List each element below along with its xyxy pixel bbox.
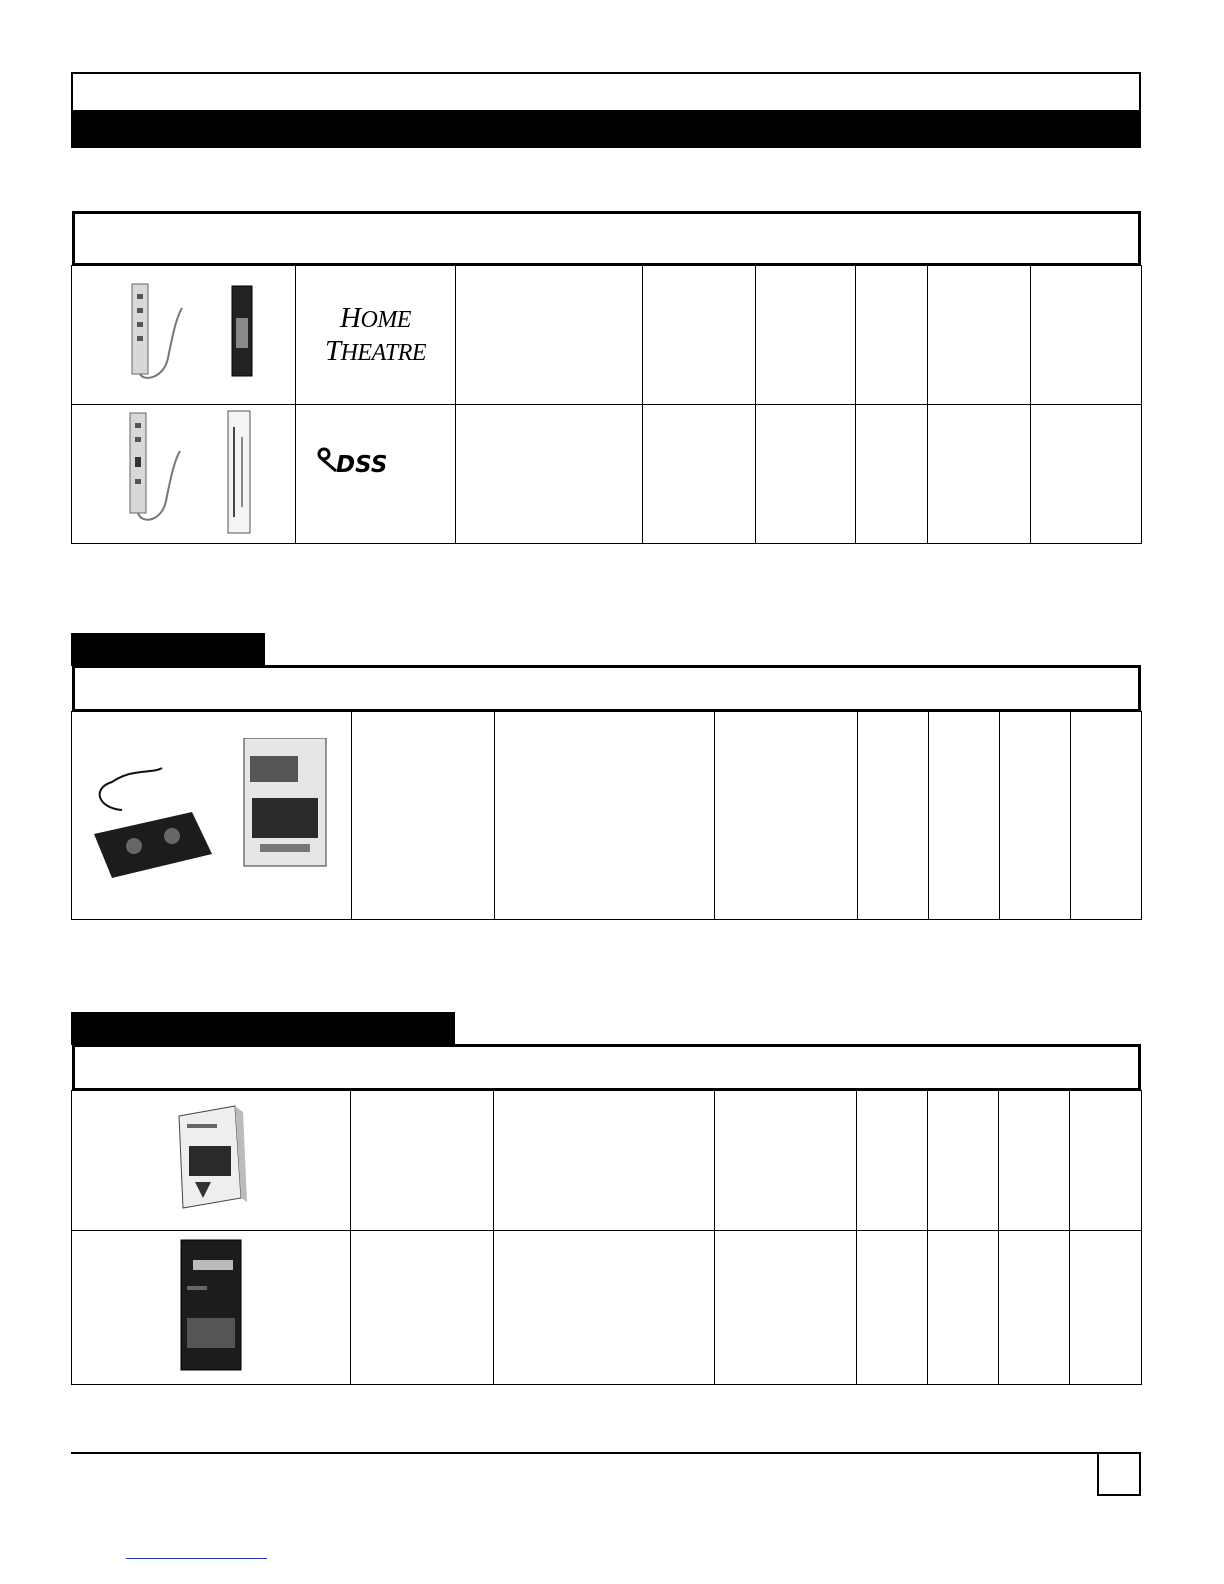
table-cell [756, 266, 856, 405]
table-row [72, 1091, 1142, 1231]
table-cell [494, 1091, 715, 1231]
product-image-cell [72, 1231, 351, 1385]
table-cell [715, 1231, 857, 1385]
table-cell [856, 266, 928, 405]
table-row [72, 405, 1142, 544]
table-cell [928, 266, 1031, 405]
table-cell [643, 266, 756, 405]
table-cell [756, 405, 856, 544]
table-cell [352, 712, 495, 920]
table-cell [351, 1231, 494, 1385]
footer-rule [71, 1452, 1141, 1454]
table-row [72, 266, 1142, 405]
table-row [72, 1231, 1142, 1385]
section-1-title-box [72, 211, 1141, 266]
logo-cell [296, 266, 456, 405]
dss-logo [314, 441, 414, 481]
section-2-table [71, 711, 1142, 920]
table-cell [1000, 712, 1071, 920]
cassette-adapter-image [82, 738, 342, 888]
power-strip-image [94, 407, 274, 537]
table-cell [495, 712, 715, 920]
table-cell [856, 405, 928, 544]
home-theatre-logo: HOME THEATRE [324, 302, 427, 367]
section-3-title-box [72, 1044, 1141, 1091]
table-cell [1031, 405, 1142, 544]
table-cell [456, 405, 643, 544]
table-row [72, 712, 1142, 920]
table-cell [857, 1091, 928, 1231]
power-strip-image [94, 278, 274, 388]
logo-cell [296, 405, 456, 544]
table-cell [857, 1231, 928, 1385]
table-cell [928, 1091, 999, 1231]
table-cell [643, 405, 756, 544]
footer-link-underline[interactable] [126, 1558, 267, 1559]
section-1-table [71, 265, 1142, 544]
product-image-cell [72, 712, 352, 920]
table-cell [928, 1231, 999, 1385]
table-cell [494, 1231, 715, 1385]
table-cell [999, 1231, 1070, 1385]
table-cell [456, 266, 643, 405]
page-number-box [1097, 1452, 1141, 1496]
product-image-cell [72, 1091, 351, 1231]
table-cell [928, 405, 1031, 544]
product-image-cell [72, 266, 296, 405]
table-cell [1070, 1231, 1142, 1385]
table-cell [1070, 1091, 1142, 1231]
boxed-accessory-image [171, 1102, 251, 1214]
section-2-title-box [72, 665, 1141, 712]
section-3-tab [71, 1012, 455, 1045]
table-cell [715, 712, 858, 920]
table-cell [1031, 266, 1142, 405]
section-2-tab [71, 633, 265, 666]
table-cell [999, 1091, 1070, 1231]
carded-accessory-image [179, 1238, 243, 1372]
table-cell [858, 712, 929, 920]
table-cell [715, 1091, 857, 1231]
product-image-cell [72, 405, 296, 544]
table-cell [351, 1091, 494, 1231]
page-header-bar [71, 110, 1141, 148]
section-3-table [71, 1090, 1142, 1385]
svg-text:DSS: DSS [336, 452, 388, 478]
table-cell [1071, 712, 1142, 920]
table-cell [929, 712, 1000, 920]
